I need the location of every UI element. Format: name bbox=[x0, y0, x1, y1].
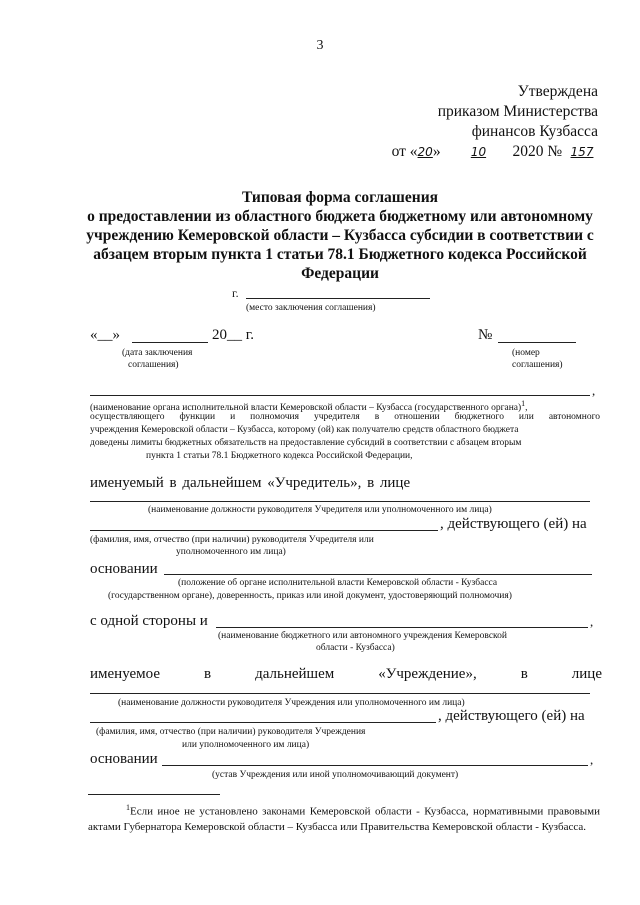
date-caption-2: соглашения) bbox=[128, 360, 179, 370]
approval-line-2: приказом Министерства bbox=[437, 103, 598, 120]
agreement-number-rule bbox=[498, 342, 576, 343]
approval-num-sign: № bbox=[547, 143, 563, 160]
institution-basis-comma: , bbox=[590, 752, 594, 767]
institution-basis-caption: (устав Учреждения или иной уполномочивающий документ) bbox=[212, 770, 459, 780]
document-title bbox=[60, 188, 620, 283]
institution-basis-rule bbox=[162, 765, 588, 766]
number-caption-1: (номер bbox=[512, 348, 540, 358]
title-line-4: абзацем вторым пункта 1 статьи 78.1 Бюджетного кодекса Российской bbox=[93, 246, 587, 263]
institution-position-caption: (наименование должности руководителя Учреждения или уполномоченного им лица) bbox=[118, 698, 465, 708]
date-caption-1: (дата заключения bbox=[122, 348, 193, 358]
institution-fio-caption-1: (фамилия, имя, отчество (при наличии) руководителя Учреждения bbox=[96, 727, 366, 737]
founder-organ-rule bbox=[90, 395, 590, 396]
founder-caption-4: доведены лимиты бюджетных обязательств на предоставление субсидий в соответствии с абзацем вторым bbox=[90, 438, 522, 448]
footnote-ref-1: 1 bbox=[521, 399, 526, 408]
date-year: 20__ г. bbox=[212, 327, 254, 343]
approval-line-3: финансов Кузбасса bbox=[471, 123, 598, 140]
approval-date-prefix: от « bbox=[391, 143, 418, 160]
title-line-3: учреждению Кемеровской области – Кузбасса субсидии в соответствии с bbox=[86, 227, 594, 244]
institution-acting-text: , действующего (ей) на bbox=[438, 708, 585, 724]
founder-caption-1-end: , bbox=[525, 403, 528, 414]
founder-caption-1-text: (наименование органа исполнительной власти Кемеровской области – Кузбасса (государственного органа) bbox=[90, 403, 522, 414]
place-prefix: г. bbox=[232, 286, 239, 300]
founder-organ-comma: , bbox=[592, 383, 596, 398]
date-month-rule bbox=[132, 342, 208, 343]
footnote-ref: 1 bbox=[126, 803, 130, 812]
institution-fio-caption-2: или уполномоченного им лица) bbox=[182, 740, 310, 750]
approval-number: 157 bbox=[570, 145, 594, 159]
founder-basis-label: основании bbox=[90, 561, 158, 577]
agreement-number-sign: № bbox=[478, 327, 493, 343]
institution-name-comma: , bbox=[590, 614, 594, 629]
footnote bbox=[88, 800, 600, 835]
founder-basis-caption-1: (положение об органе исполнительной власти Кемеровской области - Кузбасса bbox=[178, 578, 498, 588]
founder-basis-caption-2: (государственном органе), доверенность, приказ или иной документ, удостоверяющий полномочия) bbox=[108, 591, 512, 601]
institution-position-rule bbox=[90, 693, 590, 694]
founder-basis-rule bbox=[164, 574, 592, 575]
footnote-separator bbox=[88, 794, 220, 795]
place-rule bbox=[246, 298, 430, 299]
approval-date-mid: » bbox=[432, 143, 445, 160]
footnote-text: Если иное не установлено законами Кемеровской области - Кузбасса, нормативными правовыми актами Губернатора Кемеровской области – Кузбасса или Правительства Кемеровской области - Кузбасса. bbox=[88, 805, 600, 833]
founder-caption-3: учреждения Кемеровской области – Кузбасса, которому (ой) как получателю средств областного бюджета bbox=[90, 425, 519, 435]
title-line-2: о предоставлении из областного бюджета бюджетному или автономному bbox=[87, 208, 593, 225]
approval-day: 20 bbox=[417, 145, 433, 159]
institution-caption-2: области - Кузбасса) bbox=[316, 643, 395, 653]
founder-fio-rule bbox=[90, 530, 438, 531]
institution-fio-rule bbox=[90, 722, 436, 723]
approval-line-1: Утверждена bbox=[517, 83, 598, 100]
institution-named-text: именуемое в дальнейшем «Учреждение», в лице bbox=[90, 666, 602, 682]
date-day-placeholder: «__» bbox=[90, 327, 120, 343]
founder-acting-text: , действующего (ей) на bbox=[440, 516, 587, 532]
approval-year: 2020 bbox=[512, 143, 544, 160]
founder-caption-2: осуществляющего функции и полномочия учредителя в отношении бюджетного или автономного bbox=[90, 412, 600, 422]
institution-basis-label: основании bbox=[90, 751, 158, 767]
founder-named-text: именуемый в дальнейшем «Учредитель», в лице bbox=[90, 475, 411, 491]
founder-fio-caption-2: уполномоченного им лица) bbox=[176, 547, 286, 557]
institution-name-rule bbox=[216, 627, 588, 628]
approval-date-line bbox=[392, 142, 598, 162]
one-side-text: с одной стороны и bbox=[90, 613, 208, 629]
title-line-5: Федерации bbox=[301, 265, 379, 282]
founder-fio-caption-1: (фамилия, имя, отчество (при наличии) руководителя Учредителя или bbox=[90, 535, 374, 545]
page-number: 3 bbox=[316, 38, 324, 53]
institution-caption-1: (наименование бюджетного или автономного учреждения Кемеровской bbox=[218, 631, 508, 641]
approval-block bbox=[392, 82, 598, 162]
place-caption: (место заключения соглашения) bbox=[246, 303, 376, 313]
founder-caption-5: пункта 1 статьи 78.1 Бюджетного кодекса Российской Федерации, bbox=[146, 451, 413, 461]
approval-month: 10 bbox=[470, 145, 487, 159]
number-caption-2: соглашения) bbox=[512, 360, 563, 370]
founder-position-caption: (наименование должности руководителя Учредителя или уполномоченного им лица) bbox=[148, 505, 492, 515]
title-line-1: Типовая форма соглашения bbox=[241, 189, 439, 206]
founder-position-rule bbox=[90, 501, 590, 502]
